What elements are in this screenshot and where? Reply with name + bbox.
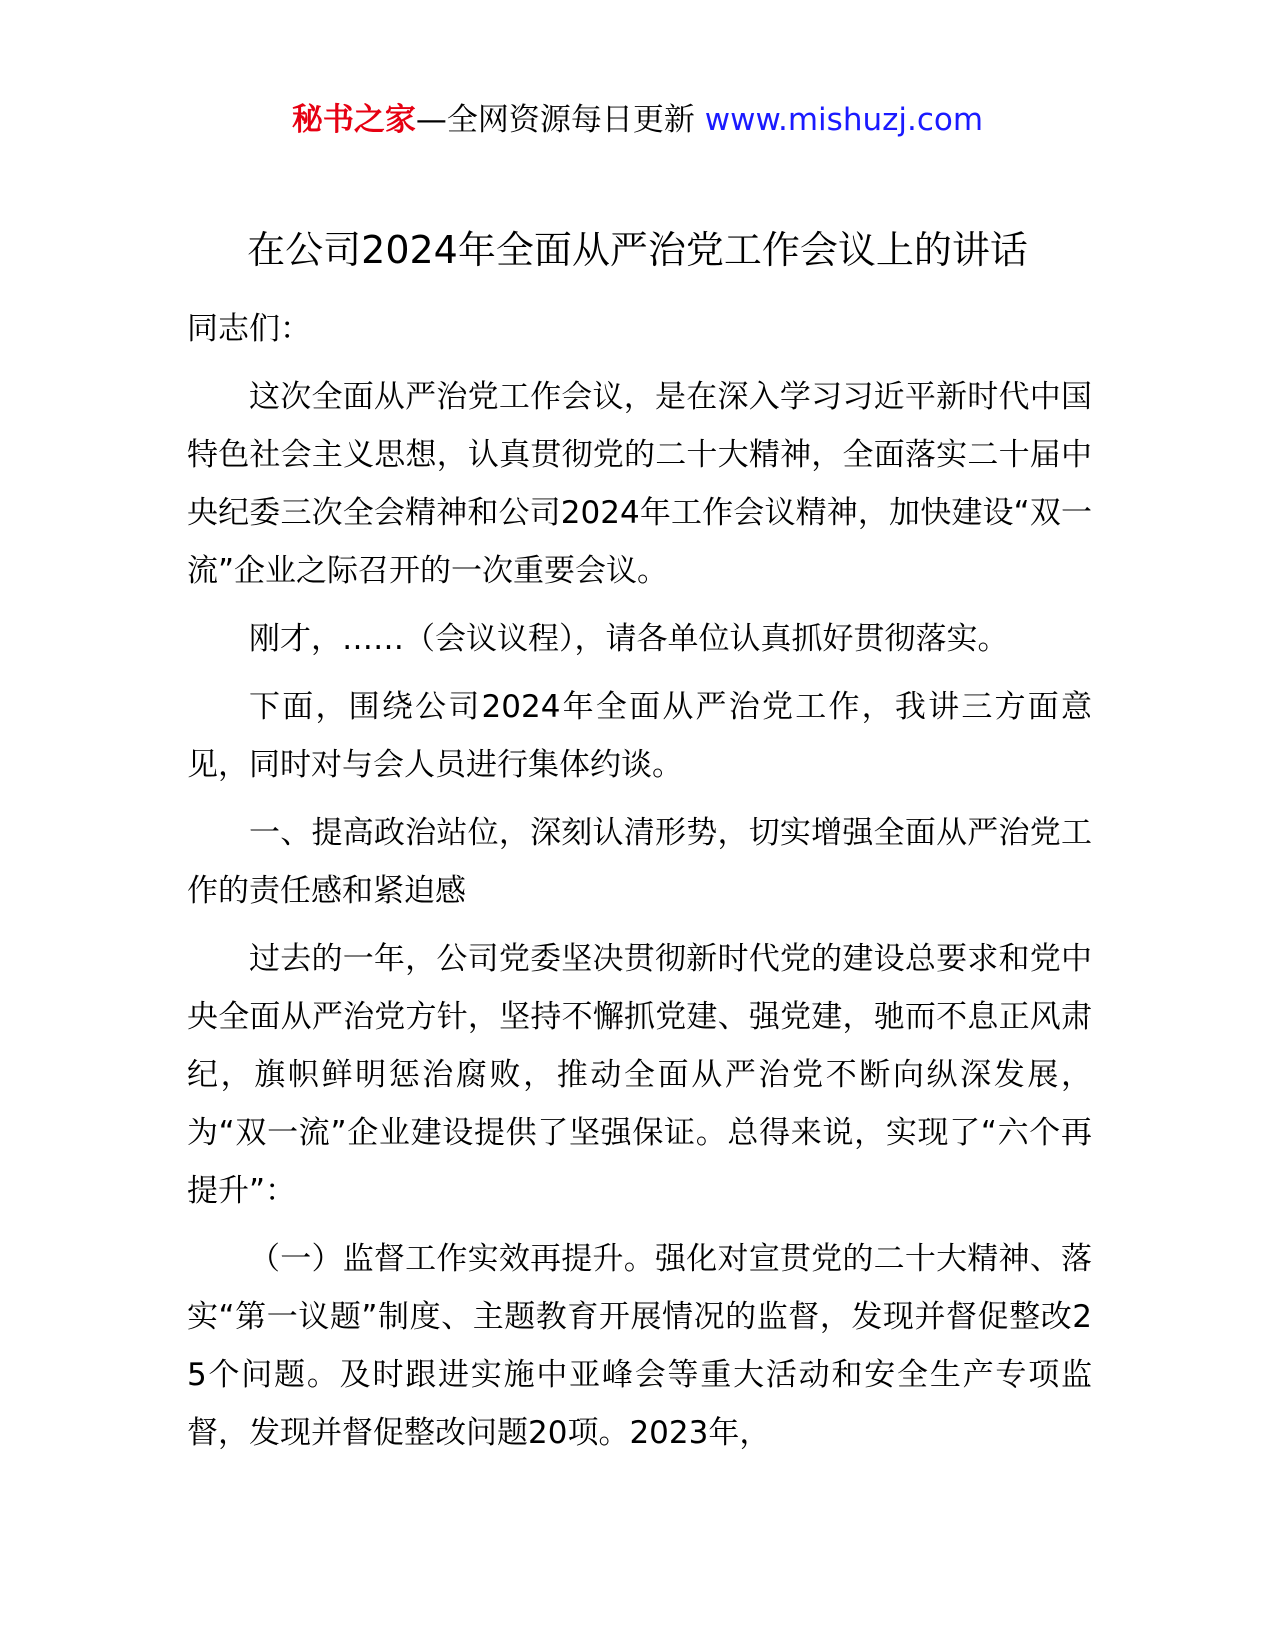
brand-name: 秘书之家 [291, 102, 416, 138]
document-title: 在公司2024年全面从严治党工作会议上的讲话 [247, 228, 1028, 272]
site-header [0, 98, 1275, 142]
paragraph-review: 过去的一年，公司党委坚决贯彻新时代党的建设总要求和党中央全面从严治党方针，坚持不懈抓党建、强党建，驰而不息正风肃纪，旗帜鲜明惩治腐败，推动全面从严治党不断向纵深发展，为“双一流”企业建设提供了坚强保证。总得来说，实现了“六个再提升”： [187, 941, 1092, 1209]
paragraph-outline: 下面，围绕公司2024年全面从严治党工作，我讲三方面意见，同时对与会人员进行集体约谈。 [187, 689, 1092, 783]
salutation: 同志们： [187, 311, 311, 347]
paragraph-supervision: （一）监督工作实效再提升。强化对宣贯党的二十大精神、落实“第一议题”制度、主题教育开展情况的监督，发现并督促整改25个问题。及时跟进实施中亚峰会等重大活动和安全生产专项监督，发现并督促整改问题20项。2023年， [187, 1241, 1092, 1451]
section-heading-1: 一、提高政治站位，深刻认清形势，切实增强全面从严治党工作的责任感和紧迫感 [187, 815, 1092, 909]
document-body [187, 300, 1092, 1472]
header-tagline: —全网资源每日更新 [415, 102, 695, 138]
paragraph-agenda: 刚才，……（会议议程），请各单位认真抓好贯彻落实。 [249, 621, 1009, 657]
site-url-link[interactable]: www.mishuzj.com [704, 102, 984, 138]
paragraph-intro: 这次全面从严治党工作会议，是在深入学习习近平新时代中国特色社会主义思想，认真贯彻党的二十大精神，全面落实二十届中央纪委三次全会精神和公司2024年工作会议精神，加快建设“双一流”企业之际召开的一次重要会议。 [187, 379, 1092, 589]
